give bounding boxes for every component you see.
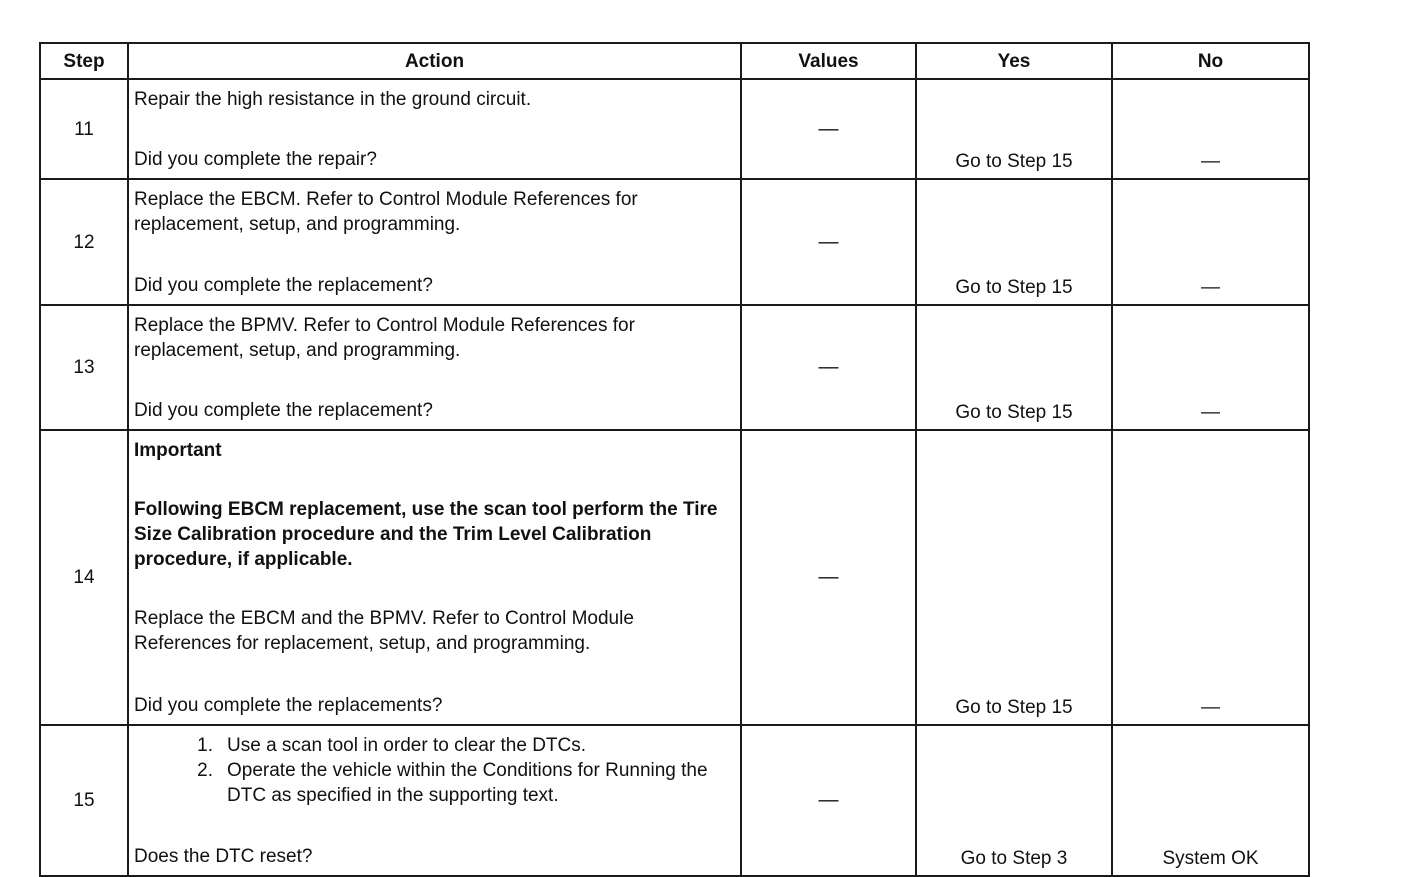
list-item-number: 2. [197,760,213,781]
no-cell: System OK [1112,725,1309,876]
diagnostic-table [39,42,1310,877]
step-number: 12 [40,179,128,305]
action-cell [128,305,741,430]
yes-cell: Go to Step 15 [916,79,1112,179]
no-cell: — [1112,430,1309,725]
yes-cell: Go to Step 15 [916,305,1112,430]
header-row [40,43,1309,79]
header-step: Step [40,43,128,79]
step-number: 13 [40,305,128,430]
header-action: Action [128,43,741,79]
list-item [134,733,736,758]
values-cell: — [741,79,916,179]
table-row [40,725,1309,876]
action-question: Did you complete the replacement? [134,275,433,296]
action-text: Replace the BPMV. Refer to Control Module References for replacement, setup, and programming. [134,315,635,361]
step-number: 14 [40,430,128,725]
action-text: Replace the EBCM. Refer to Control Module References for replacement, setup, and programming. [134,189,638,235]
step-number: 11 [40,79,128,179]
values-cell: — [741,725,916,876]
procedure-list [134,733,736,808]
values-cell: — [741,179,916,305]
action-cell [128,725,741,876]
action-question: Did you complete the repair? [134,149,377,170]
step-number: 15 [40,725,128,876]
list-item-text: Use a scan tool in order to clear the DTCs. [227,735,587,756]
no-cell: — [1112,179,1309,305]
table-row [40,305,1309,430]
action-cell [128,79,741,179]
no-cell: — [1112,305,1309,430]
yes-cell: Go to Step 15 [916,430,1112,725]
important-label: Important [134,440,222,461]
table-row [40,79,1309,179]
yes-cell: Go to Step 3 [916,725,1112,876]
no-cell: — [1112,79,1309,179]
table-row [40,430,1309,725]
action-text: Replace the EBCM and the BPMV. Refer to Control Module References for replacement, setup, and programming. [134,608,634,654]
list-item-text: Operate the vehicle within the Conditions for Running the DTC as specified in the supporting text. [227,760,708,806]
important-text: Following EBCM replacement, use the scan tool perform the Tire Size Calibration procedure and the Trim Level Calibration procedure, if applicable. [134,499,718,570]
header-values: Values [741,43,916,79]
action-question: Did you complete the replacements? [134,695,443,716]
header-yes: Yes [916,43,1112,79]
list-item-number: 1. [197,735,213,756]
values-cell: — [741,430,916,725]
list-item [134,758,736,808]
table-row [40,179,1309,305]
action-question: Did you complete the replacement? [134,400,433,421]
action-cell [128,430,741,725]
action-cell [128,179,741,305]
action-question: Does the DTC reset? [134,846,313,867]
yes-cell: Go to Step 15 [916,179,1112,305]
values-cell: — [741,305,916,430]
action-text: Repair the high resistance in the ground circuit. [134,89,532,110]
header-no: No [1112,43,1309,79]
